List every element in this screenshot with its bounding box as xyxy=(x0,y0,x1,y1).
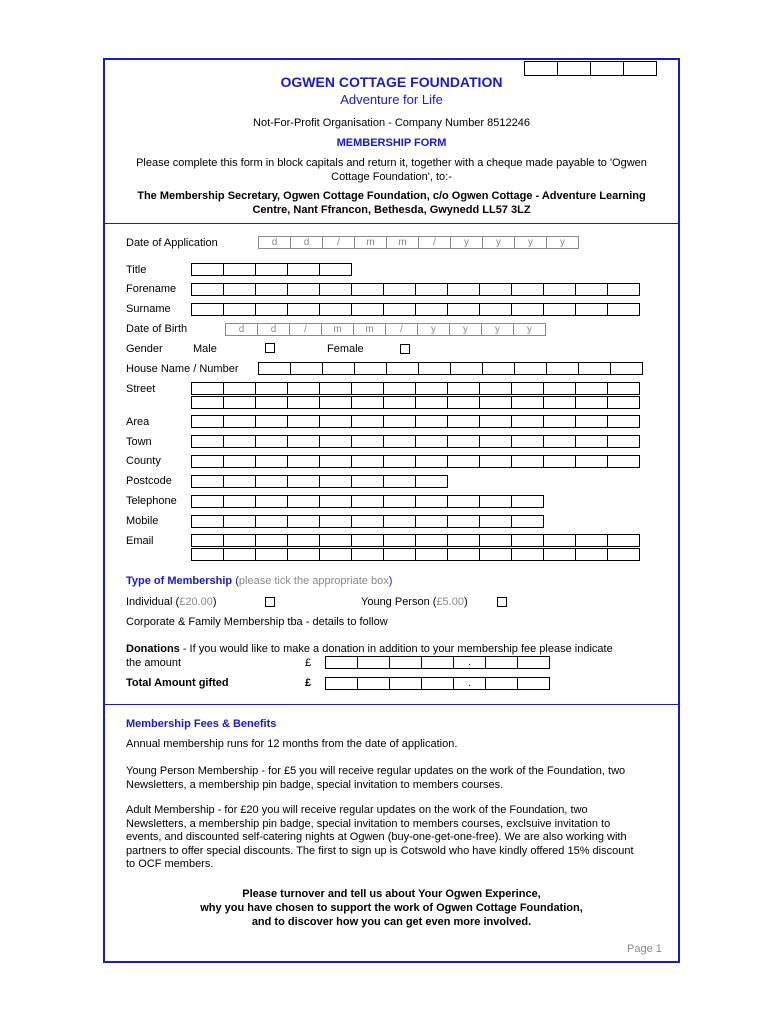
char-cell[interactable] xyxy=(415,495,448,508)
char-cell[interactable] xyxy=(543,396,576,409)
membership-type-label: Type of Membership xyxy=(126,575,233,587)
org-name: OGWEN COTTAGE FOUNDATION xyxy=(280,74,503,90)
char-cell[interactable] xyxy=(319,515,352,528)
date-cell[interactable]: d xyxy=(290,236,323,249)
char-cell[interactable] xyxy=(511,415,544,428)
email-label: Email xyxy=(126,535,154,547)
donation-amount-input[interactable] xyxy=(325,656,549,669)
individual-label: Individual ( xyxy=(126,596,180,608)
date-separator: / xyxy=(289,323,322,336)
char-cell[interactable] xyxy=(383,548,416,561)
char-cell[interactable] xyxy=(415,303,448,316)
address-line-1: The Membership Secretary, Ogwen Cottage Foundation, c/o Ogwen Cottage - Adventure Learning xyxy=(137,190,646,202)
char-cell[interactable] xyxy=(351,495,384,508)
date-cell[interactable]: y xyxy=(449,323,482,336)
char-cell[interactable] xyxy=(319,415,352,428)
amount-cell[interactable] xyxy=(325,656,358,669)
gender-label: Gender xyxy=(126,343,163,355)
membership-type-open: ( xyxy=(232,575,239,587)
char-cell[interactable] xyxy=(191,303,224,316)
char-cell[interactable] xyxy=(479,455,512,468)
char-cell[interactable] xyxy=(383,283,416,296)
char-cell[interactable] xyxy=(479,283,512,296)
char-cell[interactable] xyxy=(319,263,352,276)
char-cell[interactable] xyxy=(223,382,256,395)
area-input[interactable] xyxy=(191,415,639,428)
county-label: County xyxy=(126,455,161,467)
char-cell[interactable] xyxy=(255,263,288,276)
char-cell[interactable] xyxy=(191,495,224,508)
char-cell[interactable] xyxy=(223,548,256,561)
closing-line-3: and to discover how you can get even more involved. xyxy=(251,916,532,928)
decimal-point: . xyxy=(453,677,486,690)
char-cell[interactable] xyxy=(607,283,640,296)
date-cell[interactable]: m xyxy=(321,323,354,336)
amount-cell[interactable] xyxy=(485,656,518,669)
char-cell[interactable] xyxy=(255,283,288,296)
young-membership-line-2: Newsletters, a membership pin badge, special invitation to members courses. xyxy=(126,779,504,791)
street-input-line-2[interactable] xyxy=(191,396,639,409)
amount-cell[interactable] xyxy=(389,677,422,690)
char-cell[interactable] xyxy=(223,515,256,528)
total-amount-label: Total Amount gifted xyxy=(126,677,229,689)
char-cell[interactable] xyxy=(351,475,384,488)
char-cell[interactable] xyxy=(223,475,256,488)
date-cell[interactable]: y xyxy=(482,236,515,249)
char-cell[interactable] xyxy=(511,435,544,448)
char-cell[interactable] xyxy=(223,455,256,468)
char-cell[interactable] xyxy=(287,382,320,395)
char-cell[interactable] xyxy=(479,548,512,561)
char-cell[interactable] xyxy=(543,303,576,316)
individual-checkbox[interactable] xyxy=(265,597,275,607)
adult-membership-line-3: events, and discounted self-catering nights at Ogwen (buy-one-get-one-free). We are also working with xyxy=(126,831,627,843)
char-cell[interactable] xyxy=(447,515,480,528)
donations-label: Donations xyxy=(126,643,180,655)
amount-cell[interactable] xyxy=(389,656,422,669)
telephone-input[interactable] xyxy=(191,495,543,508)
young-person-label: Young Person ( xyxy=(361,596,437,608)
char-cell[interactable] xyxy=(191,415,224,428)
char-cell[interactable] xyxy=(479,382,512,395)
char-cell[interactable] xyxy=(287,283,320,296)
char-cell[interactable] xyxy=(351,515,384,528)
char-cell[interactable] xyxy=(447,495,480,508)
char-cell[interactable] xyxy=(191,283,224,296)
char-cell[interactable] xyxy=(575,303,608,316)
char-cell[interactable] xyxy=(319,495,352,508)
char-cell[interactable] xyxy=(511,396,544,409)
char-cell[interactable] xyxy=(511,283,544,296)
org-info: Not-For-Profit Organisation - Company Number 8512246 xyxy=(253,117,530,129)
char-cell[interactable] xyxy=(511,515,544,528)
male-checkbox[interactable] xyxy=(265,343,275,353)
char-cell[interactable] xyxy=(383,495,416,508)
char-cell[interactable] xyxy=(514,362,547,375)
char-cell[interactable] xyxy=(543,534,576,547)
char-cell[interactable] xyxy=(607,382,640,395)
char-cell[interactable] xyxy=(575,548,608,561)
char-cell[interactable] xyxy=(415,382,448,395)
char-cell[interactable] xyxy=(255,303,288,316)
forename-label: Forename xyxy=(126,283,177,295)
char-cell[interactable] xyxy=(575,435,608,448)
char-cell[interactable] xyxy=(479,534,512,547)
char-cell[interactable] xyxy=(447,435,480,448)
adult-membership-line-1: Adult Membership - for £20 you will receive regular updates on the work of the Foundation, two xyxy=(126,804,588,816)
char-cell[interactable] xyxy=(543,283,576,296)
postcode-input[interactable] xyxy=(191,475,447,488)
young-person-close: ) xyxy=(463,596,468,608)
char-cell[interactable] xyxy=(290,362,323,375)
corporate-note: Corporate & Family Membership tba - details to follow xyxy=(126,616,388,628)
char-cell[interactable] xyxy=(447,548,480,561)
char-cell[interactable] xyxy=(415,515,448,528)
young-person-price: £5.00 xyxy=(436,596,464,608)
donations-text-line-1: - If you would like to make a donation in addition to your membership fee please indicate xyxy=(179,643,613,655)
date-of-birth-label: Date of Birth xyxy=(126,323,188,335)
date-cell[interactable]: d xyxy=(257,323,290,336)
char-cell[interactable] xyxy=(415,534,448,547)
date-cell[interactable]: y xyxy=(417,323,450,336)
char-cell[interactable] xyxy=(287,515,320,528)
char-cell[interactable] xyxy=(319,303,352,316)
date-cell[interactable]: m xyxy=(353,323,386,336)
amount-cell[interactable] xyxy=(325,677,358,690)
char-cell[interactable] xyxy=(447,283,480,296)
page-number: Page 1 xyxy=(627,943,662,955)
town-label: Town xyxy=(126,436,152,448)
address-line-2: Centre, Nant Ffrancon, Bethesda, Gwynedd LL57 3LZ xyxy=(252,204,531,216)
closing-line-2: why you have chosen to support the work of Ogwen Cottage Foundation, xyxy=(200,902,583,914)
char-cell[interactable] xyxy=(511,303,544,316)
char-cell[interactable] xyxy=(255,415,288,428)
email-input-line-2[interactable] xyxy=(191,548,639,561)
char-cell[interactable] xyxy=(575,534,608,547)
house-input[interactable] xyxy=(258,362,642,375)
amount-cell[interactable] xyxy=(517,677,550,690)
char-cell[interactable] xyxy=(607,435,640,448)
char-cell[interactable] xyxy=(447,415,480,428)
donation-currency: £ xyxy=(305,657,312,669)
char-cell[interactable] xyxy=(223,263,256,276)
date-of-application-label: Date of Application xyxy=(126,237,218,249)
total-currency: £ xyxy=(305,677,312,689)
char-cell[interactable] xyxy=(191,475,224,488)
char-cell[interactable] xyxy=(258,362,291,375)
date-cell[interactable]: y xyxy=(450,236,483,249)
closing-line-1: Please turnover and tell us about Your Ogwen Experince, xyxy=(242,888,541,900)
date-cell[interactable]: y xyxy=(513,323,546,336)
char-cell[interactable] xyxy=(191,548,224,561)
intro-line-1: Please complete this form in block capitals and return it, together with a cheque made payable to 'Ogwen xyxy=(136,157,647,169)
char-cell[interactable] xyxy=(191,455,224,468)
char-cell[interactable] xyxy=(543,435,576,448)
char-cell[interactable] xyxy=(383,515,416,528)
char-cell[interactable] xyxy=(415,415,448,428)
char-cell[interactable] xyxy=(191,534,224,547)
char-cell[interactable] xyxy=(607,548,640,561)
adult-membership-line-4: partners to offer special discounts. The first to sign up is Cotswold who have kindly offered 15% discount xyxy=(126,845,634,857)
tagline: Adventure for Life xyxy=(340,92,443,107)
char-cell[interactable] xyxy=(255,455,288,468)
char-cell[interactable] xyxy=(607,455,640,468)
char-cell[interactable] xyxy=(383,475,416,488)
char-cell[interactable] xyxy=(351,435,384,448)
amount-cell[interactable] xyxy=(485,677,518,690)
amount-cell[interactable] xyxy=(357,677,390,690)
adult-membership-line-2: Newsletters, a membership pin badge, special invitation to members courses, exclsuive invitation to xyxy=(126,818,611,830)
char-cell[interactable] xyxy=(287,263,320,276)
char-cell[interactable] xyxy=(287,415,320,428)
street-input[interactable] xyxy=(191,382,639,395)
char-cell[interactable] xyxy=(191,435,224,448)
divider xyxy=(103,223,680,224)
annual-membership-text: Annual membership runs for 12 months from the date of application. xyxy=(126,738,458,750)
decimal-point: . xyxy=(453,656,486,669)
char-cell[interactable] xyxy=(191,263,224,276)
char-cell[interactable] xyxy=(319,475,352,488)
char-cell[interactable] xyxy=(319,396,352,409)
date-separator: / xyxy=(322,236,355,249)
area-label: Area xyxy=(126,416,150,428)
individual-price: £20.00 xyxy=(179,596,213,608)
char-cell[interactable] xyxy=(479,415,512,428)
char-cell[interactable] xyxy=(255,475,288,488)
date-of-application-input[interactable] xyxy=(258,236,578,249)
surname-input[interactable] xyxy=(191,303,639,316)
char-cell[interactable] xyxy=(319,548,352,561)
char-cell[interactable] xyxy=(255,396,288,409)
membership-type-heading xyxy=(126,575,392,588)
char-cell[interactable] xyxy=(354,362,387,375)
email-input[interactable] xyxy=(191,534,639,547)
char-cell[interactable] xyxy=(351,455,384,468)
char-cell[interactable] xyxy=(223,415,256,428)
char-cell[interactable] xyxy=(511,495,544,508)
char-cell[interactable] xyxy=(479,495,512,508)
char-cell[interactable] xyxy=(383,382,416,395)
date-cell[interactable]: d xyxy=(258,236,291,249)
char-cell[interactable] xyxy=(447,303,480,316)
char-cell[interactable] xyxy=(319,435,352,448)
date-cell[interactable]: y xyxy=(481,323,514,336)
amount-cell[interactable] xyxy=(421,677,454,690)
char-cell[interactable] xyxy=(447,534,480,547)
char-cell[interactable] xyxy=(546,362,579,375)
char-cell[interactable] xyxy=(543,455,576,468)
char-cell[interactable] xyxy=(415,455,448,468)
char-cell[interactable] xyxy=(447,455,480,468)
char-cell[interactable] xyxy=(319,382,352,395)
postcode-label: Postcode xyxy=(126,475,172,487)
young-person-option xyxy=(361,596,468,609)
char-cell[interactable] xyxy=(511,455,544,468)
char-cell[interactable] xyxy=(351,382,384,395)
char-cell[interactable] xyxy=(607,303,640,316)
char-cell[interactable] xyxy=(191,515,224,528)
char-cell[interactable] xyxy=(383,415,416,428)
char-cell[interactable] xyxy=(415,396,448,409)
char-cell[interactable] xyxy=(287,303,320,316)
mobile-input[interactable] xyxy=(191,515,543,528)
char-cell[interactable] xyxy=(383,303,416,316)
char-cell[interactable] xyxy=(351,303,384,316)
char-cell[interactable] xyxy=(386,362,419,375)
forename-input[interactable] xyxy=(191,283,639,296)
char-cell[interactable] xyxy=(607,415,640,428)
char-cell[interactable] xyxy=(319,455,352,468)
char-cell[interactable] xyxy=(191,382,224,395)
char-cell[interactable] xyxy=(255,435,288,448)
char-cell[interactable] xyxy=(383,455,416,468)
char-cell[interactable] xyxy=(543,382,576,395)
title-input[interactable] xyxy=(191,263,351,276)
char-cell[interactable] xyxy=(351,283,384,296)
char-cell[interactable] xyxy=(511,534,544,547)
char-cell[interactable] xyxy=(383,534,416,547)
date-cell[interactable]: d xyxy=(225,323,258,336)
individual-close: ) xyxy=(212,596,217,608)
char-cell[interactable] xyxy=(575,415,608,428)
char-cell[interactable] xyxy=(578,362,611,375)
young-person-checkbox[interactable] xyxy=(497,597,507,607)
char-cell[interactable] xyxy=(287,435,320,448)
date-separator: / xyxy=(385,323,418,336)
char-cell[interactable] xyxy=(223,435,256,448)
char-cell[interactable] xyxy=(511,382,544,395)
char-cell[interactable] xyxy=(319,534,352,547)
char-cell[interactable] xyxy=(575,396,608,409)
char-cell[interactable] xyxy=(607,534,640,547)
date-separator: / xyxy=(418,236,451,249)
char-cell[interactable] xyxy=(223,396,256,409)
char-cell[interactable] xyxy=(415,548,448,561)
telephone-label: Telephone xyxy=(126,495,177,507)
char-cell[interactable] xyxy=(223,495,256,508)
char-cell[interactable] xyxy=(607,396,640,409)
char-cell[interactable] xyxy=(447,382,480,395)
char-cell[interactable] xyxy=(255,548,288,561)
amount-cell[interactable] xyxy=(517,656,550,669)
char-cell[interactable] xyxy=(479,396,512,409)
total-amount-input[interactable] xyxy=(325,677,549,690)
char-cell[interactable] xyxy=(255,515,288,528)
char-cell[interactable] xyxy=(255,534,288,547)
char-cell[interactable] xyxy=(287,455,320,468)
char-cell[interactable] xyxy=(575,455,608,468)
char-cell[interactable] xyxy=(287,396,320,409)
char-cell[interactable] xyxy=(543,415,576,428)
char-cell[interactable] xyxy=(223,303,256,316)
benefits-heading: Membership Fees & Benefits xyxy=(126,718,277,730)
young-membership-line-1: Young Person Membership - for £5 you will receive regular updates on the work of the Foundation, two xyxy=(126,765,626,777)
donations-text-line-2: the amount xyxy=(126,657,182,669)
divider xyxy=(103,704,680,705)
form-title: MEMBERSHIP FORM xyxy=(336,137,447,149)
date-of-birth-input[interactable] xyxy=(225,323,545,336)
char-cell[interactable] xyxy=(351,396,384,409)
char-cell[interactable] xyxy=(479,303,512,316)
char-cell[interactable] xyxy=(415,475,448,488)
char-cell[interactable] xyxy=(351,415,384,428)
char-cell[interactable] xyxy=(383,435,416,448)
char-cell[interactable] xyxy=(543,548,576,561)
char-cell[interactable] xyxy=(511,548,544,561)
char-cell[interactable] xyxy=(287,495,320,508)
street-label: Street xyxy=(126,383,156,395)
char-cell[interactable] xyxy=(610,362,643,375)
char-cell[interactable] xyxy=(287,475,320,488)
female-label: Female xyxy=(327,343,364,355)
char-cell[interactable] xyxy=(351,534,384,547)
char-cell[interactable] xyxy=(322,362,355,375)
char-cell[interactable] xyxy=(351,548,384,561)
char-cell[interactable] xyxy=(479,515,512,528)
char-cell[interactable] xyxy=(575,283,608,296)
female-checkbox[interactable] xyxy=(400,344,410,354)
amount-cell[interactable] xyxy=(357,656,390,669)
char-cell[interactable] xyxy=(191,396,224,409)
char-cell[interactable] xyxy=(319,283,352,296)
char-cell[interactable] xyxy=(450,362,483,375)
char-cell[interactable] xyxy=(383,396,416,409)
surname-label: Surname xyxy=(126,303,171,315)
adult-membership-line-5: to OCF members. xyxy=(126,858,214,870)
char-cell[interactable] xyxy=(415,435,448,448)
char-cell[interactable] xyxy=(447,396,480,409)
mobile-label: Mobile xyxy=(126,515,159,527)
char-cell[interactable] xyxy=(287,548,320,561)
house-label: House Name / Number xyxy=(126,363,239,375)
donations-text xyxy=(126,643,613,656)
date-cell[interactable]: y xyxy=(546,236,579,249)
male-label: Male xyxy=(193,343,217,355)
char-cell[interactable] xyxy=(255,495,288,508)
membership-type-hint: please tick the appropriate box xyxy=(238,575,389,587)
county-input[interactable] xyxy=(191,455,639,468)
char-cell[interactable] xyxy=(287,534,320,547)
title-label: Title xyxy=(126,264,147,276)
amount-cell[interactable] xyxy=(421,656,454,669)
char-cell[interactable] xyxy=(255,382,288,395)
char-cell[interactable] xyxy=(223,534,256,547)
membership-type-close: ) xyxy=(388,575,393,587)
date-cell[interactable]: y xyxy=(514,236,547,249)
intro-line-2: Cottage Foundation', to:- xyxy=(331,171,452,183)
char-cell[interactable] xyxy=(415,283,448,296)
char-cell[interactable] xyxy=(223,283,256,296)
char-cell[interactable] xyxy=(418,362,451,375)
char-cell[interactable] xyxy=(482,362,515,375)
char-cell[interactable] xyxy=(479,435,512,448)
town-input[interactable] xyxy=(191,435,639,448)
date-cell[interactable]: m xyxy=(386,236,419,249)
date-cell[interactable]: m xyxy=(354,236,387,249)
individual-option xyxy=(126,596,217,609)
char-cell[interactable] xyxy=(575,382,608,395)
